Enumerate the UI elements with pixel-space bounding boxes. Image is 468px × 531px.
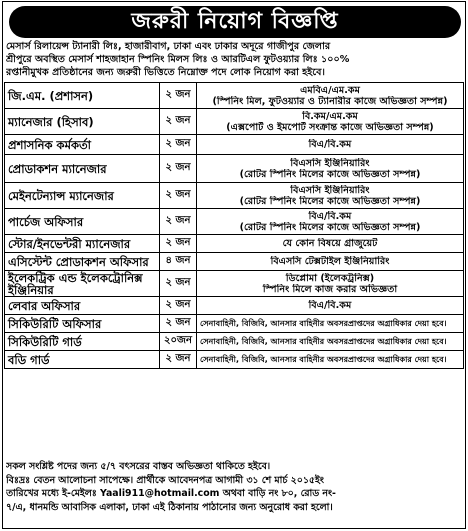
job-requirements bbox=[197, 135, 464, 155]
requirement-line: (স্পিনিং মিল, ফুটওয়্যার ও ট্যানারীর কাজে অভিজ্ঞতা সম্পন্ন) bbox=[212, 95, 448, 107]
job-title: পার্চেজ অফিসার bbox=[5, 209, 160, 235]
job-requirements bbox=[197, 83, 464, 109]
job-title: সিকিউরিটি গার্ড bbox=[5, 333, 160, 351]
ad-title: জরুরী নিয়োগ বিজ্ঞপ্তি bbox=[9, 6, 461, 38]
job-count: ২ জন bbox=[160, 209, 197, 235]
job-title: স্টোর/ইনভেন্টরী ম্যানেজার bbox=[5, 235, 160, 253]
requirement-line: বিএসসি ইঞ্জিনিয়ারিং bbox=[290, 184, 370, 196]
job-requirements bbox=[197, 315, 464, 333]
job-requirements bbox=[197, 333, 464, 351]
job-count: ২ জন bbox=[160, 297, 197, 315]
job-requirements bbox=[197, 253, 464, 271]
job-count: ২ জন bbox=[160, 235, 197, 253]
requirement-line: (এক্সপোর্ট ও ইমপোর্ট সংক্রান্ত কাজে অভিজ্ঞতা সম্পন্ন) bbox=[226, 121, 434, 133]
job-title: ইলেকট্রিক এন্ড ইলেকট্রোনিক্স ইঞ্জিনিয়ার bbox=[5, 271, 160, 297]
job-title: ম্যানেজার (হিসাব) bbox=[5, 109, 160, 135]
requirement-line: স্পিনিং মিলে কাজ করার অভিজ্ঞতা bbox=[262, 283, 398, 295]
job-row bbox=[5, 83, 464, 109]
job-count: ২ জন bbox=[160, 183, 197, 209]
intro-line: শ্রীপুরে অবস্থিত মেসার্স শাহজাহান স্পিনিং মিলস লিঃ ও আরটিএল ফুটওয়্যার লিঃ ১০০% bbox=[6, 54, 350, 65]
job-requirements bbox=[197, 351, 464, 369]
requirement-line: সেনাবাহিনী, বিজিবি, আনসার বাহিনীর অবসরপ্রাপ্তদের অগ্রাধিকার দেয়া হবে। bbox=[200, 337, 447, 346]
job-title: মেইনটেন্যান্স ম্যানেজার bbox=[5, 183, 160, 209]
job-row bbox=[5, 315, 464, 333]
job-requirements bbox=[197, 155, 464, 183]
job-row bbox=[5, 235, 464, 253]
requirement-line: বি.কম/এম.কম bbox=[302, 110, 358, 122]
job-row bbox=[5, 135, 464, 155]
requirement-line: বিএ/বি.কম bbox=[308, 300, 352, 311]
requirement-line: ডিপ্লোমা (ইলেকট্রনিক্স) bbox=[285, 272, 375, 284]
requirement-line: (রোটর স্পিনিং মিলের কাজে অভিজ্ঞতা সম্পন্ন) bbox=[239, 195, 421, 207]
job-requirements bbox=[197, 209, 464, 235]
requirement-line: বিএসসি ইঞ্জিনিয়ারিং bbox=[290, 157, 370, 169]
job-title: লেবার অফিসার bbox=[5, 297, 160, 315]
requirement-line: সেনাবাহিনী, বিজিবি, আনসার বাহিনীর অবসরপ্রাপ্তদের অগ্রাধিকার দেয়া হবে। bbox=[200, 355, 447, 364]
job-requirements bbox=[197, 109, 464, 135]
job-row bbox=[5, 155, 464, 183]
requirement-line: যে কোন বিষয়ে গ্রাজুয়েট bbox=[282, 238, 378, 249]
job-title: প্রশাসনিক কর্মকর্তা bbox=[5, 135, 160, 155]
job-count: ২ জন bbox=[160, 271, 197, 297]
job-requirements bbox=[197, 235, 464, 253]
job-advertisement bbox=[2, 1, 466, 529]
requirement-line: এমবিএ/এম.কম bbox=[300, 84, 360, 96]
requirement-line: বিএসসি টেক্সটাইল ইঞ্জিনিয়ারিং bbox=[270, 256, 390, 267]
job-row bbox=[5, 253, 464, 271]
requirement-line: (রোটর স্পিনিং মিলের কাজে অভিজ্ঞতা সম্পন্ন) bbox=[239, 168, 421, 180]
job-count: ২ জন bbox=[160, 135, 197, 155]
job-count: ২ জন bbox=[160, 83, 197, 109]
job-row bbox=[5, 351, 464, 369]
job-row bbox=[5, 183, 464, 209]
job-row bbox=[5, 109, 464, 135]
job-count: ৪ জন bbox=[160, 253, 197, 271]
requirement-line: সেনাবাহিনী, বিজিবি, আনসার বাহিনীর অবসরপ্রাপ্তদের অগ্রাধিকার দেয়া হবে। bbox=[200, 319, 447, 328]
job-title: এসিস্টেন্ট প্রোডাকশন অফিসার bbox=[5, 253, 160, 271]
footer-notes bbox=[6, 460, 462, 514]
job-row bbox=[5, 297, 464, 315]
job-count: ২০জন bbox=[160, 333, 197, 351]
intro-line: রপ্তানীমুখক প্রতিষ্ঠানের জন্য জরুরী ভিত্তিতে নিম্নোক্ত পদে লোক নিয়োগ করা হইবে। bbox=[6, 67, 325, 78]
job-count: ২ জন bbox=[160, 155, 197, 183]
intro-paragraph bbox=[6, 40, 462, 79]
requirement-line: বিএ/বি.কম bbox=[308, 210, 352, 222]
jobs-table bbox=[4, 82, 464, 369]
job-row bbox=[5, 209, 464, 235]
job-title: সিকিউরিটি অফিসার bbox=[5, 315, 160, 333]
footer-line: বিঃদ্রঃ বেতন আলোচনা সাপেক্ষে। প্রার্থীকে আবেদনপত্র আগামী ৩১ শে মার্চ ২০১৫ইং bbox=[6, 474, 324, 486]
footer-line: তারিখের মধ্যে ই-মেইলঃ Yaali911@hotmail.com অথবা বাড়ি নং ৮০, রোড নং- bbox=[6, 488, 336, 499]
job-requirements bbox=[197, 297, 464, 315]
job-title: প্রোডাকশন ম্যানেজার bbox=[5, 155, 160, 183]
job-title: বডি গার্ড bbox=[5, 351, 160, 369]
footer-line: সকল সংশ্লিষ্ট পদের জন্য ৫/৭ বৎসরের বাস্তব অভিজ্ঞতা থাকিতে হইবে। bbox=[6, 461, 271, 472]
job-row bbox=[5, 333, 464, 351]
requirement-line: বিএ/বি.কম bbox=[308, 139, 352, 150]
job-row bbox=[5, 271, 464, 297]
job-requirements bbox=[197, 183, 464, 209]
job-title: জি.এম. (প্রশাসন) bbox=[5, 83, 160, 109]
job-requirements bbox=[197, 271, 464, 297]
job-count: ২ জন bbox=[160, 315, 197, 333]
job-count: ২ জন bbox=[160, 351, 197, 369]
footer-line: ৭/এ, ধানমন্ডি আবাসিক এলাকা, ঢাকা এই ঠিকানায় পাঠানোর জন্য অনুরোধ করা হলো। bbox=[6, 501, 333, 513]
intro-line: মেসার্স রিলায়েন্স ট্যানারী লিঃ, হাজারীবাগ, ঢাকা এবং ঢাকার অদূরে গাজীপুর জেলার bbox=[6, 41, 331, 52]
job-count: ২ জন bbox=[160, 109, 197, 135]
requirement-line: (রোটর স্পিনিং মিলের কাজে অভিজ্ঞতা সম্পন্ন) bbox=[239, 221, 421, 233]
